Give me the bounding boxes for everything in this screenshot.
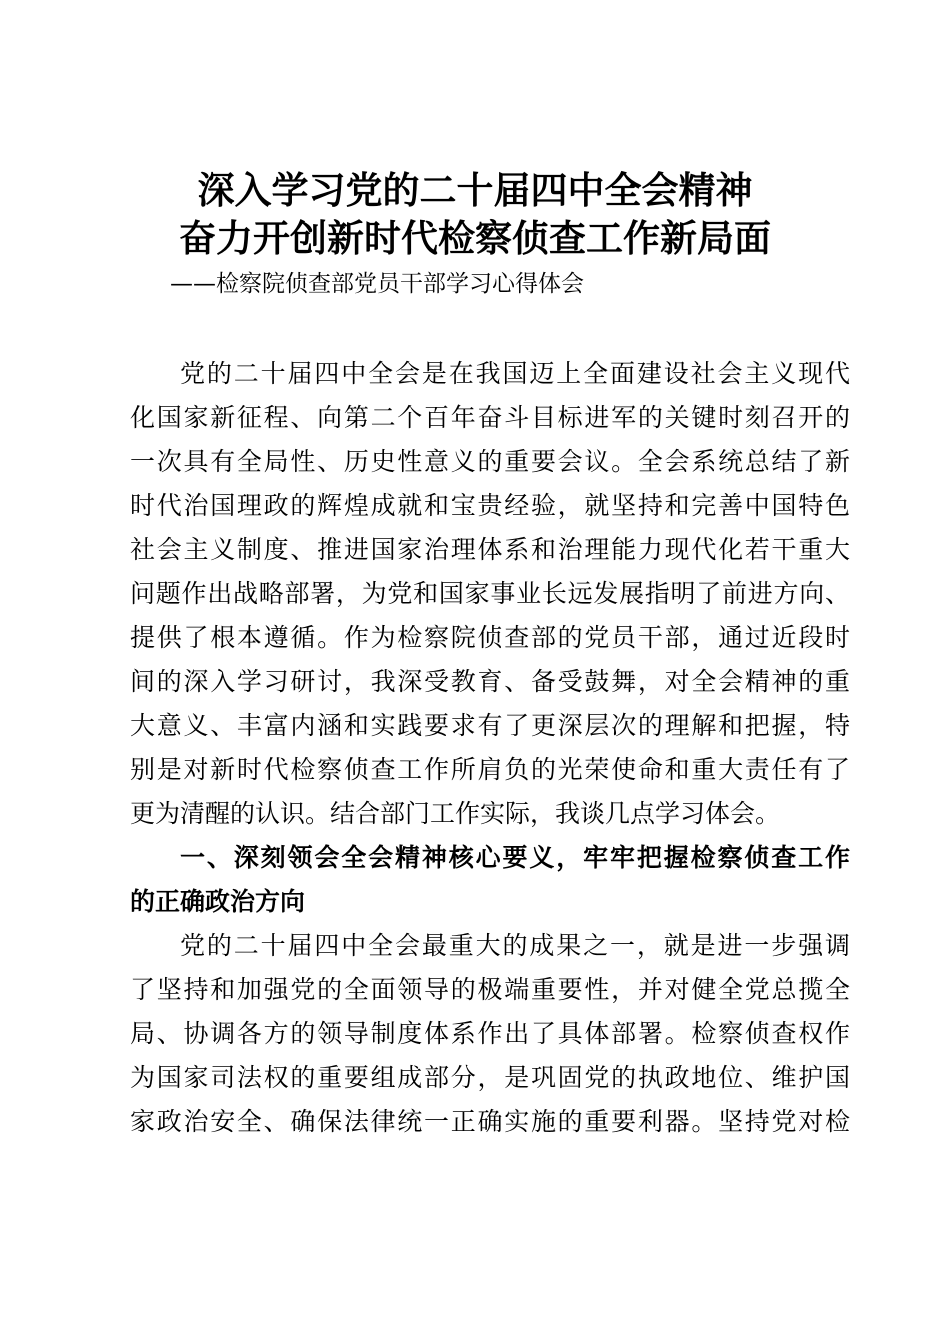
paragraph-1-line: 一次具有全局性、历史性意义的重要会议。全会系统总结了新 [130, 447, 850, 476]
paragraph-1-line: 社会主义制度、推进国家治理体系和治理能力现代化若干重大 [130, 535, 850, 564]
subtitle: ——检察院侦查部党员干部学习心得体会 [170, 271, 584, 297]
paragraph-1-line: 化国家新征程、向第二个百年奋斗目标进军的关键时刻召开的 [130, 403, 850, 432]
paragraph-1-line: 大意义、丰富内涵和实践要求有了更深层次的理解和把握，特 [130, 711, 850, 740]
paragraph-1-line: 别是对新时代检察侦查工作所肩负的光荣使命和重大责任有了 [130, 755, 850, 784]
section-heading-line: 的正确政治方向 [130, 887, 306, 916]
paragraph-1-line: 时代治国理政的辉煌成就和宝贵经验，就坚持和完善中国特色 [130, 491, 850, 520]
paragraph-2-line: 家政治安全、确保法律统一正确实施的重要利器。坚持党对检 [130, 1107, 850, 1136]
paragraph-2-line: 局、协调各方的领导制度体系作出了具体部署。检察侦查权作 [130, 1019, 850, 1048]
paragraph-1-line: 提供了根本遵循。作为检察院侦查部的党员干部，通过近段时 [130, 623, 850, 652]
paragraph-2-line: 党的二十届四中全会最重大的成果之一，就是进一步强调 [180, 931, 850, 960]
paragraph-1-line: 间的深入学习研讨，我深受教育、备受鼓舞，对全会精神的重 [130, 667, 850, 696]
paragraph-1-line: 问题作出战略部署，为党和国家事业长远发展指明了前进方向、 [130, 579, 850, 608]
paragraph-2-line: 为国家司法权的重要组成部分，是巩固党的执政地位、维护国 [130, 1063, 850, 1092]
paragraph-1-line: 党的二十届四中全会是在我国迈上全面建设社会主义现代 [180, 359, 850, 388]
section-heading-line: 一、深刻领会全会精神核心要义，牢牢把握检察侦查工作 [180, 843, 850, 872]
title-line-2: 奋力开创新时代检察侦查工作新局面 [179, 216, 771, 260]
title-line-1: 深入学习党的二十届四中全会精神 [197, 168, 753, 212]
paragraph-2-line: 了坚持和加强党的全面领导的极端重要性，并对健全党总揽全 [130, 975, 850, 1004]
paragraph-1-line: 更为清醒的认识。结合部门工作实际，我谈几点学习体会。 [130, 799, 781, 828]
